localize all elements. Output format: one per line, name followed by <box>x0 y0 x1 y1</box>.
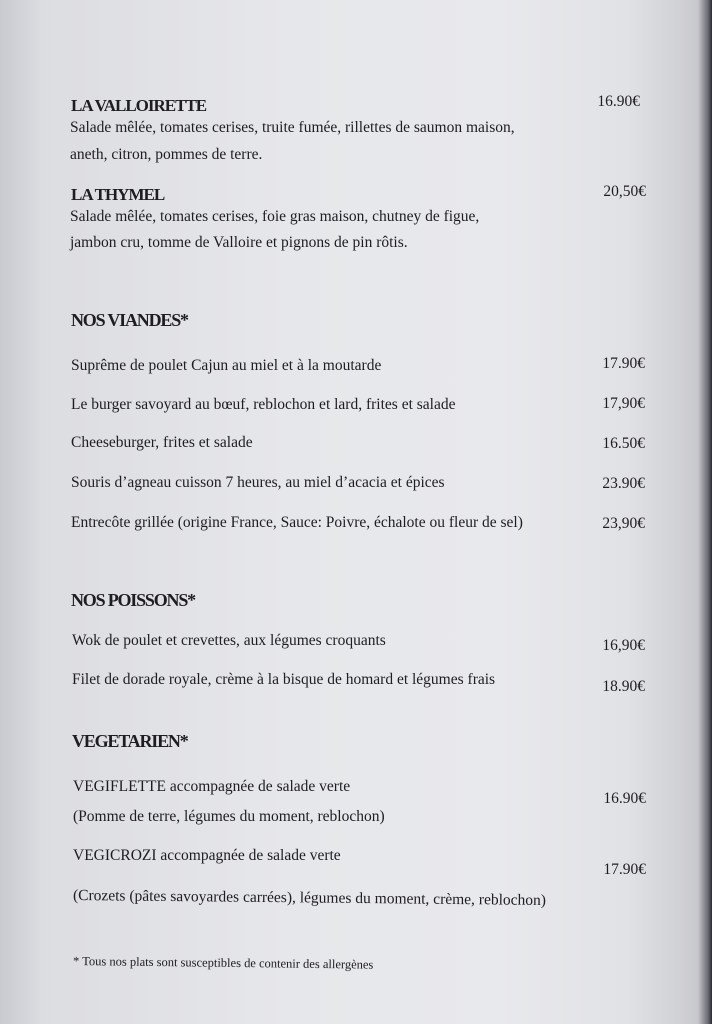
menu-price-viandes-1: 17.90€ <box>602 355 645 372</box>
menu-item-viandes-2: Le burger savoyard au bœuf, reblochon et lard, frites et salade <box>71 396 456 413</box>
page-edge-shadow <box>698 0 712 1024</box>
menu-price-vegetarien-2: 17.90€ <box>603 861 646 878</box>
menu-item-viandes-1: Suprême de poulet Cajun au miel et à la moutarde <box>71 357 382 374</box>
menu-item-vegetarien-1-detail: (Pomme de terre, légumes du moment, reblochon) <box>73 808 385 825</box>
menu-price-poissons-1: 16,90€ <box>602 637 645 654</box>
menu-price-vegetarien-1: 16.90€ <box>603 790 646 807</box>
menu-price-viandes-4: 23.90€ <box>602 475 645 492</box>
section-heading-poissons: NOS POISSONS* <box>71 590 195 610</box>
section-heading-vegetarien: VEGETARIEN* <box>72 731 188 751</box>
menu-item-poissons-1: Wok de poulet et crevettes, aux légumes croquants <box>72 632 386 649</box>
menu-price-poissons-2: 18.90€ <box>602 678 645 695</box>
dish-desc-thymel-line2: jambon cru, tomme de Valloire et pignons de pin rôtis. <box>70 234 408 251</box>
section-heading-viandes: NOS VIANDES* <box>71 310 188 330</box>
menu-price-viandes-3: 16.50€ <box>602 435 645 452</box>
allergen-footnote: * Tous nos plats sont susceptibles de contenir des allergènes <box>72 954 374 972</box>
menu-item-vegetarien-1: VEGIFLETTE accompagnée de salade verte <box>73 778 351 795</box>
menu-item-viandes-3: Cheeseburger, frites et salade <box>71 434 253 451</box>
dish-desc-thymel-line1: Salade mêlée, tomates cerises, foie gras maison, chutney de figue, <box>70 208 480 225</box>
dish-title-thymel: LA THYMEL <box>71 185 165 204</box>
menu-item-viandes-5: Entrecôte grillée (origine France, Sauce: Poivre, échalote ou fleur de sel) <box>71 514 523 531</box>
menu-item-poissons-2: Filet de dorade royale, crème à la bisque de homard et légumes frais <box>72 671 496 688</box>
menu-item-vegetarien-2: VEGICROZI accompagnée de salade verte <box>73 847 341 864</box>
dish-desc-valloirette-line1: Salade mêlée, tomates cerises, truite fumée, rillettes de saumon maison, <box>70 119 515 136</box>
dish-title-valloirette: LA VALLOIRETTE <box>71 96 207 115</box>
menu-item-vegetarien-2-detail: (Crozets (pâtes savoyardes carrées), légumes du moment, crème, reblochon) <box>72 887 547 909</box>
dish-desc-valloirette-line2: aneth, citron, pommes de terre. <box>70 146 263 163</box>
menu-price-viandes-5: 23,90€ <box>602 515 645 532</box>
dish-price-valloirette: 16.90€ <box>597 93 640 110</box>
dish-price-thymel: 20,50€ <box>603 183 646 200</box>
menu-price-viandes-2: 17,90€ <box>602 395 645 412</box>
menu-item-viandes-4: Souris d’agneau cuisson 7 heures, au miel d’acacia et épices <box>71 474 445 491</box>
